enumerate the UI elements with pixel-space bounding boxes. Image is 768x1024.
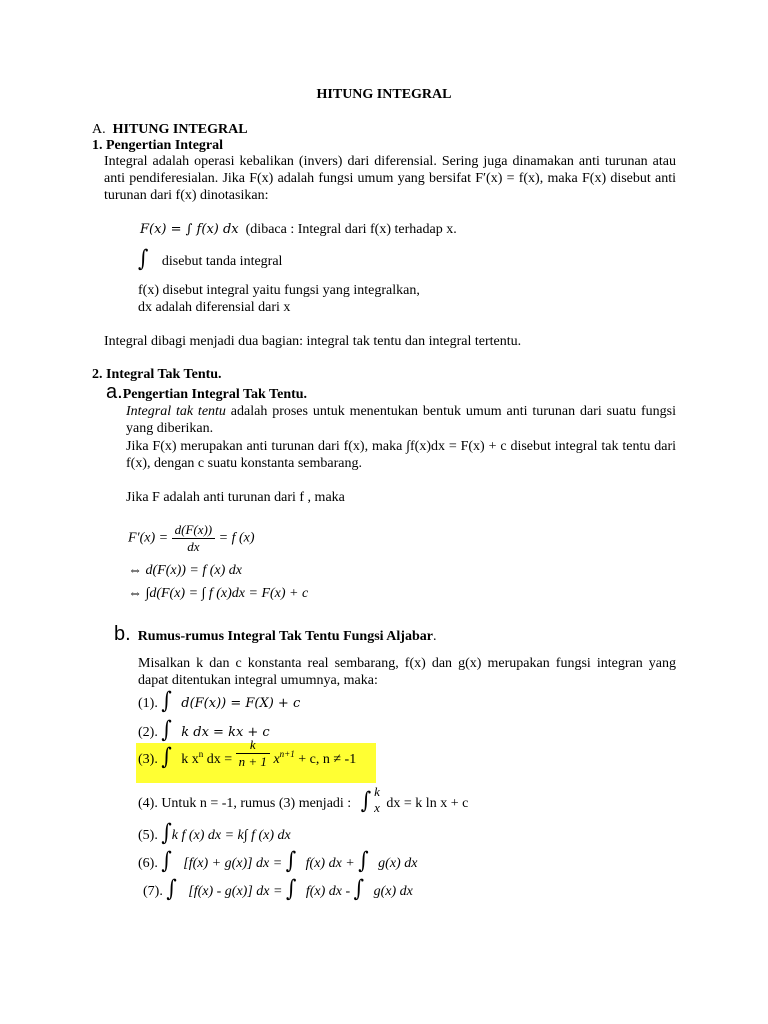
rule-3 — [138, 737, 357, 770]
eq1-fraction — [172, 522, 216, 555]
formula-main: F(x) = ∫ f(x) dx — [140, 222, 239, 237]
rule-6-part-c: g(x) dx — [378, 856, 418, 871]
rule-4-tail: dx = k ln x + c — [386, 796, 469, 812]
rule-3-exponent: n — [198, 749, 204, 759]
rule-4-fraction — [371, 784, 383, 816]
integral-sign-icon: ∫ — [285, 846, 297, 874]
rule-1-number: (1). — [138, 696, 158, 711]
rule-6-number: (6). — [138, 856, 158, 871]
paragraph-rules-intro: Misalkan k dan c konstanta real sembarang, f(x) dan g(x) merupakan fungsi integran yang dapat ditentukan integral umumnya, maka: — [138, 656, 676, 688]
rule-3-lhs: k x — [181, 752, 199, 767]
paragraph-indefinite-formula: Jika F(x) merupakan anti turunan dari f(x), maka ∫f(x)dx = F(x) + c disebut integral tak tentu dari f(x), dengan c suatu konstanta sembarang. — [126, 439, 676, 471]
heading-pengertian-integral: 1. Pengertian Integral — [92, 138, 224, 153]
rule-2-body: k dx = kx + c — [181, 725, 270, 740]
rule-3-denominator: n + 1 — [236, 753, 270, 770]
equation-integral-both-sides: ⇔ ∫d(F(x) = ∫ f (x)dx = F(x) + c — [128, 586, 309, 601]
subsection-a-title: Pengertian Integral Tak Tentu. — [122, 387, 308, 402]
paragraph-indefinite-rest: adalah proses untuk menentukan bentuk umum anti turunan dari suatu fungsi yang diberikan. — [126, 404, 677, 436]
rule-3-number: (3). — [138, 752, 158, 767]
rule-5 — [138, 818, 291, 846]
section-a-heading — [92, 121, 248, 138]
rule-6-part-a: [f(x) + g(x)] dx = — [183, 856, 283, 871]
integral-sign-icon: ∫ — [161, 686, 172, 714]
term-integral-tak-tentu: Integral tak tentu — [126, 404, 226, 419]
integral-sign-icon: ∫ — [353, 874, 365, 902]
rule-4-denominator: x — [374, 800, 380, 815]
fx-description: f(x) disebut integral yaitu fungsi yang integralkan, — [138, 283, 420, 298]
page-title: HITUNG INTEGRAL — [316, 87, 452, 102]
rule-3-mid: dx = — [203, 752, 233, 767]
subsection-a-heading — [106, 381, 308, 403]
integral-sign-desc: disebut tanda integral — [161, 254, 283, 269]
section-a-title: HITUNG INTEGRAL — [112, 122, 248, 137]
integral-sign-icon: ∫ — [360, 786, 372, 814]
integral-sign-icon: ∫ — [161, 715, 172, 743]
rule-3-tail: + c, n ≠ -1 — [298, 752, 357, 767]
paragraph-definition: Integral adalah operasi kebalikan (invers) dari diferensial. Sering juga dinamakan anti turunan atau anti pendiferesialan. Jika F(x) adalah fungsi umum yang bersifat F′(x) = f(x), maka F(x) disebut anti turunan dari f(x) dinotasikan: — [104, 154, 676, 203]
integral-sign-icon: ∫ — [358, 846, 369, 874]
rule-3-fraction — [236, 737, 270, 770]
integral-sign-icon: ∫ — [166, 874, 177, 902]
subsection-b-title: Rumus-rumus Integral Tak Tentu Fungsi Aljabar — [137, 629, 433, 644]
rule-7-part-b: f(x) dx - — [305, 884, 351, 899]
formula-definition — [140, 221, 457, 238]
rule-4-numerator: k — [374, 784, 380, 799]
heading-integral-tak-tentu: 2. Integral Tak Tentu. — [92, 367, 222, 382]
rule-4-text: (4). Untuk n = -1, rumus (3) menjadi : — [138, 796, 352, 812]
integral-sign-icon: ∫ — [161, 818, 172, 846]
subsection-a-letter: a. — [106, 381, 123, 403]
dx-description: dx adalah diferensial dari x — [138, 300, 291, 315]
rule-1 — [138, 686, 301, 714]
rule-2-number: (2). — [138, 725, 158, 740]
rule-6 — [138, 846, 418, 874]
rule-6-part-b: f(x) dx + — [305, 856, 355, 871]
subsection-b-heading — [114, 623, 437, 645]
integral-sign-icon: ∫ — [285, 874, 297, 902]
eq1-denominator: dx — [172, 538, 216, 555]
paragraph-antiderivative: Jika F adalah anti turunan dari f , maka — [126, 490, 345, 505]
paragraph-indefinite-def — [126, 403, 676, 437]
integral-sign-icon: ∫ — [161, 846, 172, 874]
rule-1-body: d(F(x)) = F(X) + c — [181, 696, 301, 711]
integral-sign-icon: ∫ — [138, 244, 149, 272]
rule-7-part-c: g(x) dx — [373, 884, 413, 899]
section-a-label: A. — [92, 122, 106, 137]
rule-5-number: (5). — [138, 828, 158, 843]
integral-division-text: Integral dibagi menjadi dua bagian: integral tak tentu dan integral tertentu. — [104, 334, 522, 349]
rule-3-numerator: k — [249, 737, 256, 753]
rule-7-number: (7). — [143, 884, 163, 899]
rule-7-part-a: [f(x) - g(x)] dx = — [188, 884, 283, 899]
rule-4 — [138, 784, 469, 816]
eq1-numerator: d(F(x)) — [174, 522, 213, 537]
subsection-b-title-end: . — [432, 629, 437, 644]
eq1-lhs: F′(x) = — [128, 530, 169, 546]
rule-3-x-exponent: n+1 — [279, 749, 295, 759]
formula-note: (dibaca : Integral dari f(x) terhadap x. — [245, 222, 457, 237]
eq1-rhs: = f (x) — [218, 530, 255, 546]
subsection-b-letter: b. — [114, 623, 131, 645]
integral-sign-icon: ∫ — [161, 742, 172, 770]
equation-differential: ⇔ d(F(x)) = f (x) dx — [128, 563, 243, 578]
rule-3-x: x — [273, 752, 280, 767]
rule-5-body: k f (x) dx = k∫ f (x) dx — [171, 828, 291, 843]
rule-7 — [143, 874, 413, 902]
integral-sign-row — [138, 244, 283, 272]
equation-derivative — [128, 522, 255, 555]
